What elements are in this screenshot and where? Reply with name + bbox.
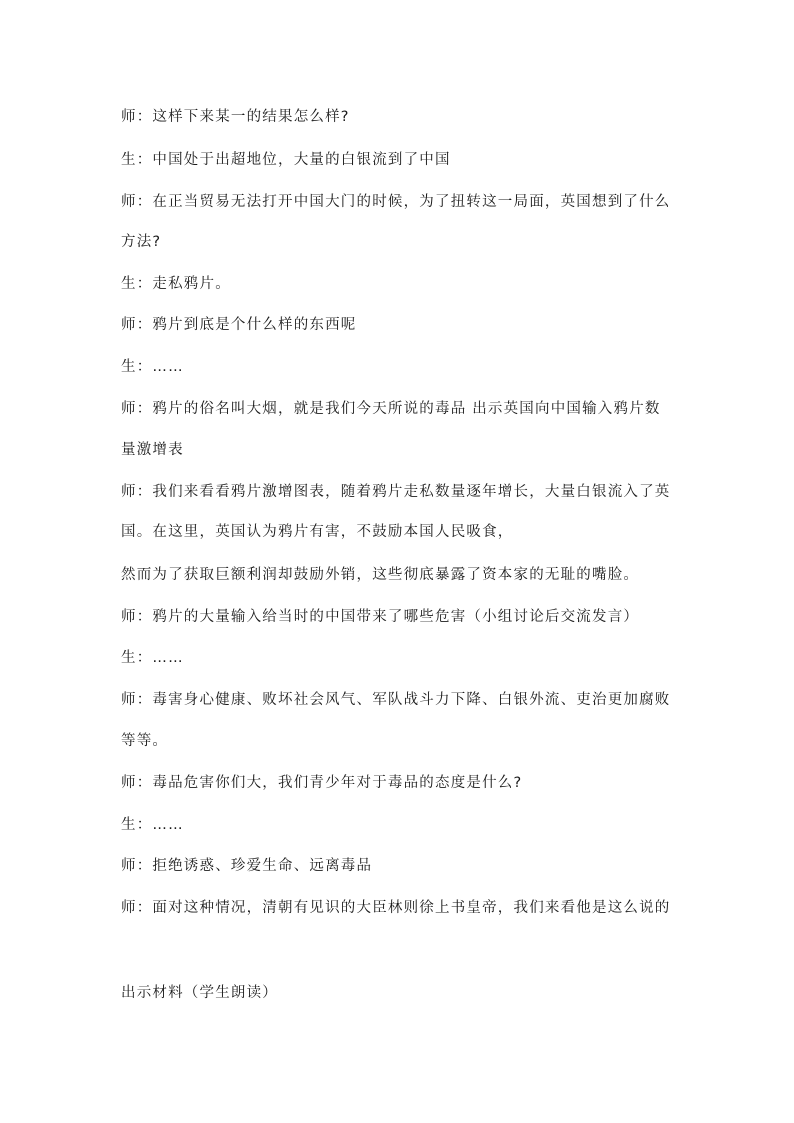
line-20: 师：面对这种情况，清朝有见识的大臣林则徐上书皇帝，我们来看他是这么说的: [121, 900, 671, 916]
line-16: 等等。: [121, 733, 169, 749]
line-6: 师：鸦片到底是个什么样的东西呢: [121, 317, 357, 333]
line-13: 师：鸦片的大量输入给当时的中国带来了哪些危害（小组讨论后交流发言）: [121, 609, 640, 625]
line-7: 生：……: [121, 359, 184, 375]
line-17: 师：毒品危害你们大，我们青少年对于毒品的态度是什么?: [121, 775, 523, 791]
line-18: 生：……: [121, 817, 184, 833]
line-11: 国。在这里，英国认为鸦片有害，不鼓励本国人民吸食，: [121, 524, 514, 540]
line-14: 生：……: [121, 650, 184, 666]
line-8: 师：鸦片的俗名叫大烟，就是我们今天所说的毒品 出示英国向中国输入鸦片数: [121, 401, 661, 417]
line-10: 师：我们来看看鸦片激增图表，随着鸦片走私数量逐年增长，大量白银流入了英: [121, 484, 671, 500]
line-21: 出示材料（学生朗读）: [121, 985, 278, 1001]
line-12: 然而为了获取巨额利润却鼓励外销，这些彻底暴露了资本家的无耻的嘴脸。: [121, 567, 640, 583]
line-2: 生：中国处于出超地位，大量的白银流到了中国: [121, 152, 451, 168]
line-9: 量激增表: [121, 442, 184, 458]
line-3: 师：在正当贸易无法打开中国大门的时候，为了扭转这一局面，英国想到了什么: [121, 194, 671, 210]
line-4: 方法?: [121, 234, 162, 250]
line-5: 生：走私鸦片。: [121, 276, 231, 292]
line-15: 师：毒害身心健康、败坏社会风气、军队战斗力下降、白银外流、吏治更加腐败: [121, 692, 671, 708]
line-19: 师：拒绝诱惑、珍爱生命、远离毒品: [121, 858, 373, 874]
line-1: 师：这样下来某一的结果怎么样?: [121, 109, 350, 125]
